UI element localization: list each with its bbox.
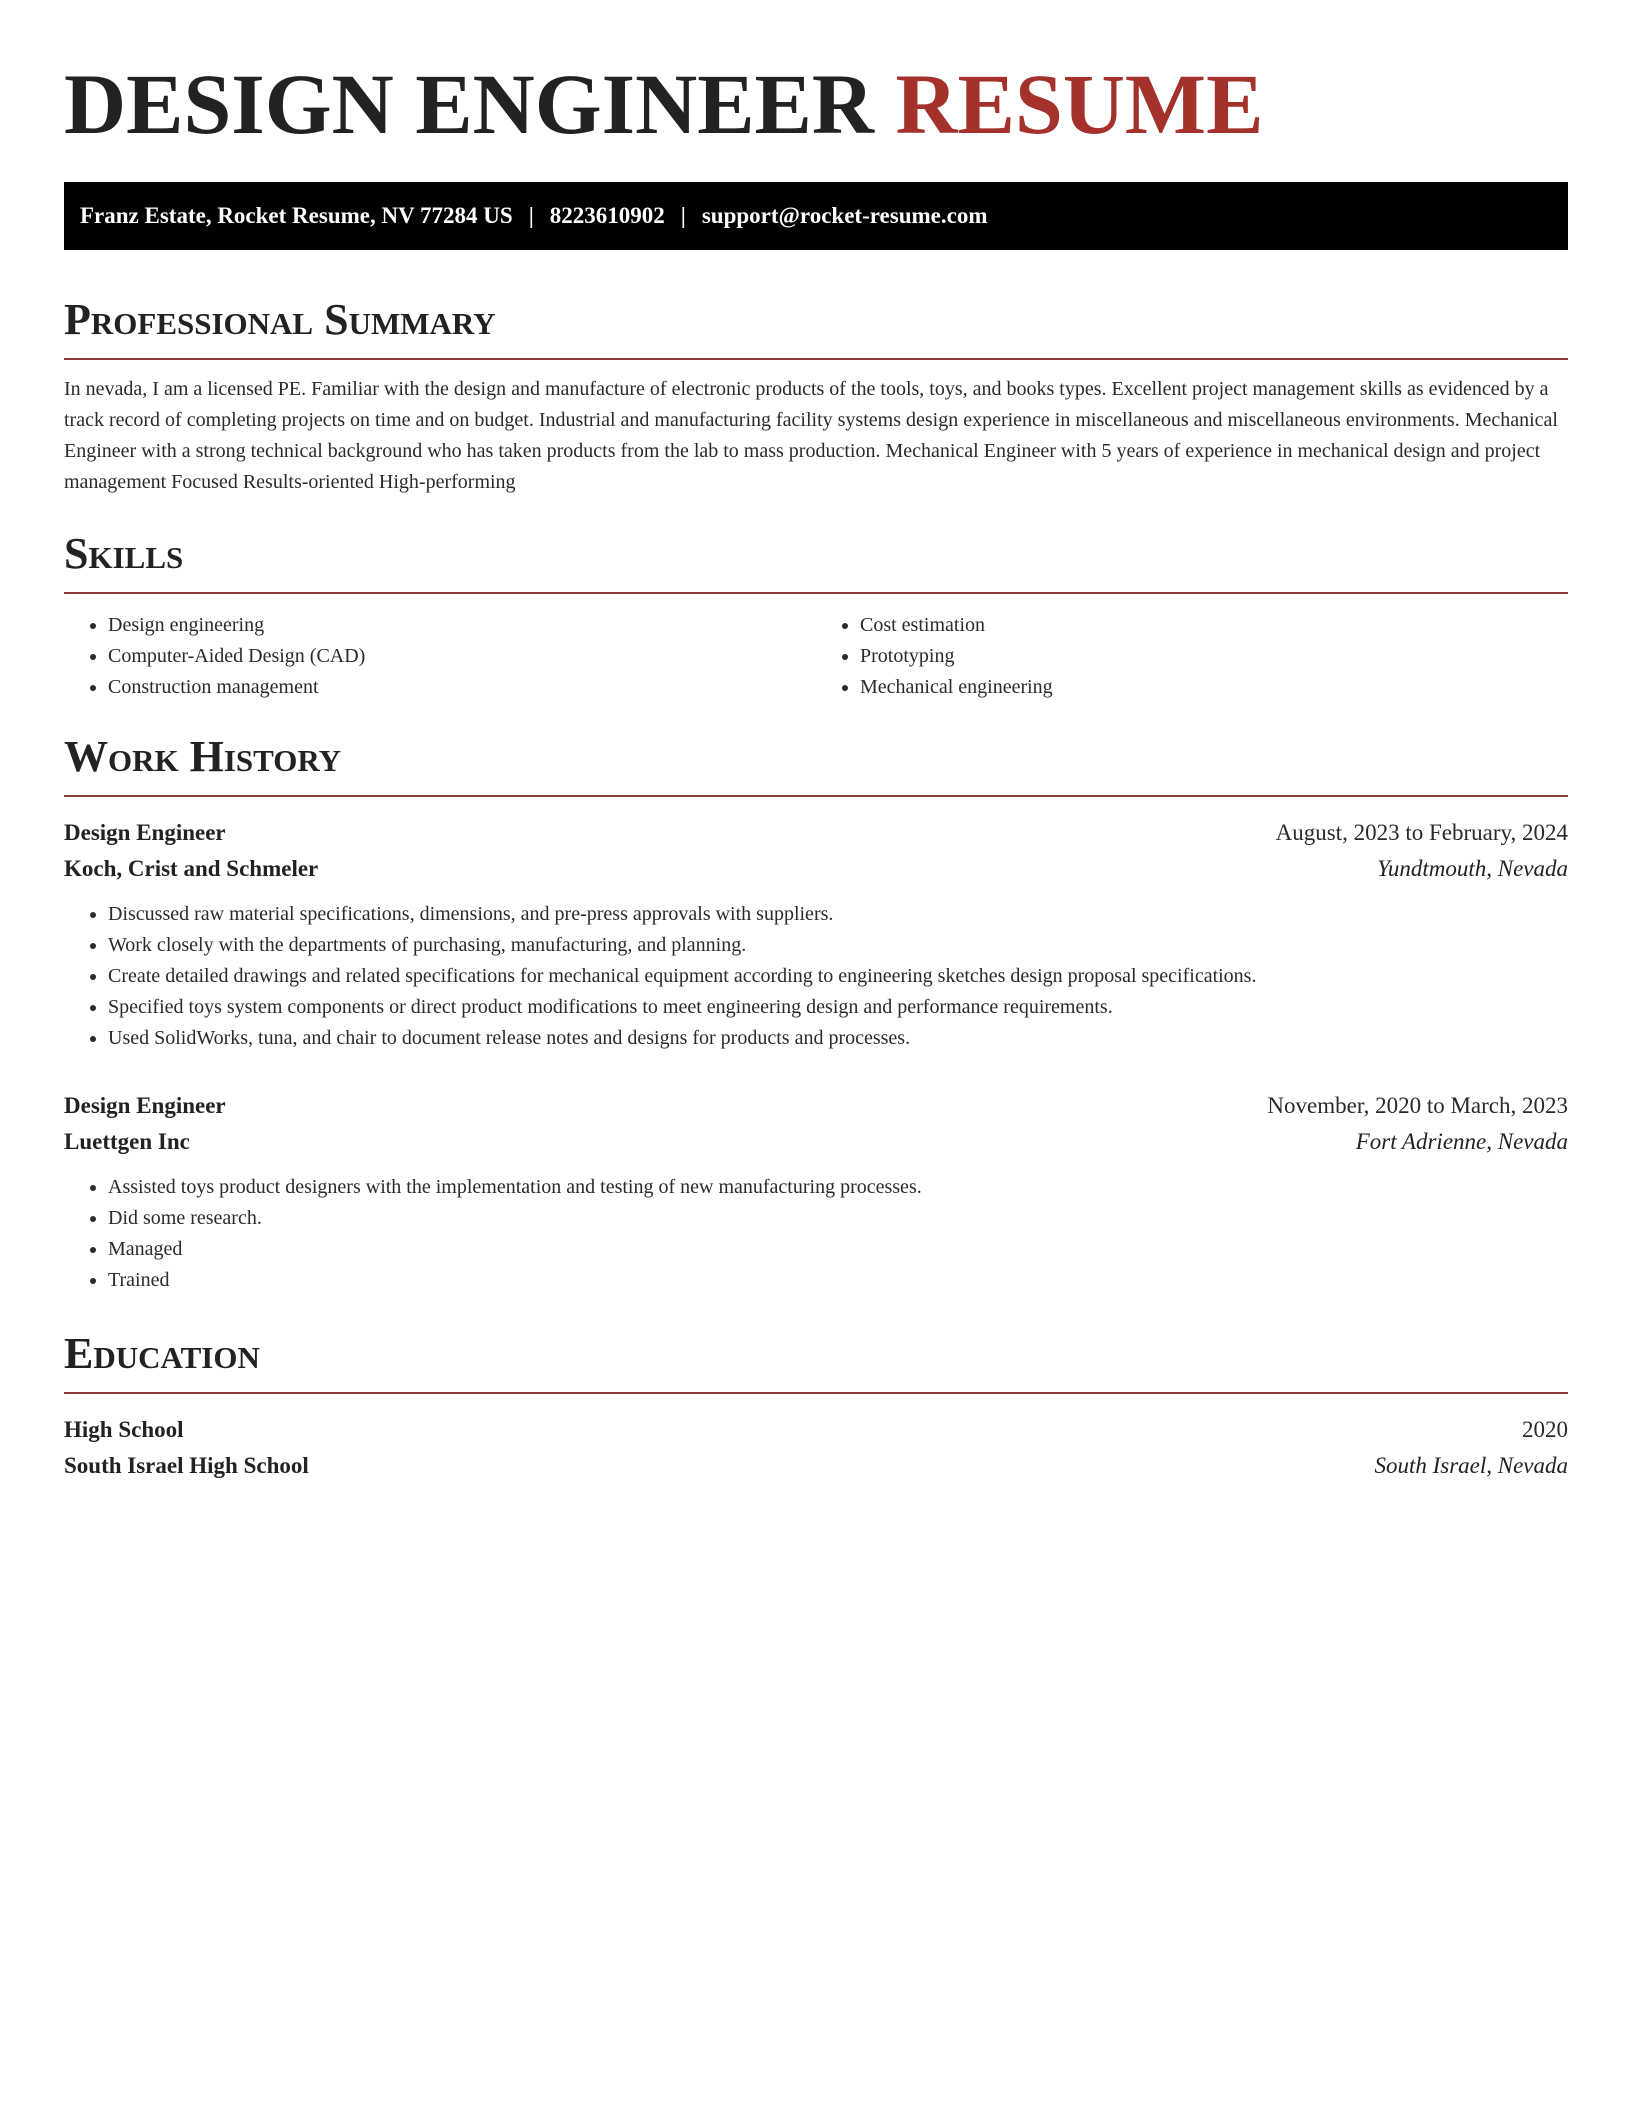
job-bullets — [64, 899, 1568, 1054]
education-entry — [64, 1412, 1568, 1484]
job-bullet: • Assisted toys product designers with the implementation and testing of new manufacturing processes. — [108, 1172, 1568, 1203]
job-dates: August, 2023 to February, 2024 — [1275, 820, 1568, 845]
contact-separator: | — [528, 203, 534, 228]
skills-heading: Skills — [64, 526, 1568, 594]
work-history-heading: Work History — [64, 729, 1568, 797]
job-bullet: • Trained — [108, 1265, 1568, 1296]
job-bullet: • Work closely with the departments of purchasing, manufacturing, and planning. — [108, 930, 1568, 961]
job-location: Fort Adrienne, Nevada — [1355, 1129, 1568, 1154]
job-entry — [64, 815, 1568, 1054]
job-bullet: • Managed — [108, 1234, 1568, 1265]
job-company: Koch, Crist and Schmeler — [64, 856, 319, 881]
job-dates: November, 2020 to March, 2023 — [1267, 1093, 1568, 1118]
contact-phone: 8223610902 — [549, 203, 665, 228]
job-title: Design Engineer — [64, 1093, 226, 1118]
skill-item: • Cost estimation — [860, 610, 1568, 641]
skills-column-left — [64, 610, 816, 703]
skill-item: • Mechanical engineering — [860, 672, 1568, 703]
education-school: South Israel High School — [64, 1453, 309, 1478]
job-bullet: • Did some research. — [108, 1203, 1568, 1234]
resume-title — [64, 0, 1568, 154]
job-title: Design Engineer — [64, 820, 226, 845]
skill-item: • Design engineering — [108, 610, 816, 641]
skills-list — [64, 610, 1568, 703]
job-company: Luettgen Inc — [64, 1129, 190, 1154]
job-bullet: • Discussed raw material specifications, dimensions, and pre-press approvals with suppliers. — [108, 899, 1568, 930]
job-location: Yundtmouth, Nevada — [1377, 856, 1568, 881]
job-bullet: • Create detailed drawings and related specifications for mechanical equipment according to engineering sketches design proposal specifications. — [108, 961, 1568, 992]
education-location: South Israel, Nevada — [1374, 1453, 1568, 1478]
education-heading: Education — [64, 1326, 1568, 1394]
skill-item: • Prototyping — [860, 641, 1568, 672]
summary-text: In nevada, I am a licensed PE. Familiar with the design and manufacture of electronic products of the tools, toys, and books types. Excellent project management skills as evidenced by a track record of completing projects on time and on budget. Industrial and manufacturing facility systems design experience in miscellaneous and miscellaneous environments. Mechanical Engineer with a strong technical background who has taken products from the lab to mass production. Mechanical Engineer with 5 years of experience in mechanical design and project management Focused Results-oriented High-performing — [64, 378, 1558, 493]
job-entry — [64, 1088, 1568, 1296]
education-degree: High School — [64, 1417, 184, 1442]
summary-heading: Professional Summary — [64, 292, 1568, 360]
contact-address: Franz Estate, Rocket Resume, NV 77284 US — [80, 203, 513, 228]
job-bullet: • Specified toys system components or direct product modifications to meet engineering design and performance requirements. — [108, 992, 1568, 1023]
contact-bar — [64, 182, 1568, 250]
skill-item: • Construction management — [108, 672, 816, 703]
job-bullet: • Used SolidWorks, tuna, and chair to document release notes and designs for products and processes. — [108, 1023, 1568, 1054]
education-year: 2020 — [1522, 1417, 1568, 1442]
contact-separator: | — [680, 203, 686, 228]
title-accent: RESUME — [895, 56, 1264, 152]
skill-item: • Computer-Aided Design (CAD) — [108, 641, 816, 672]
job-bullets — [64, 1172, 1568, 1296]
skills-column-right — [816, 610, 1568, 703]
contact-email[interactable]: support@rocket-resume.com — [701, 203, 988, 228]
title-main: DESIGN ENGINEER — [64, 56, 875, 152]
